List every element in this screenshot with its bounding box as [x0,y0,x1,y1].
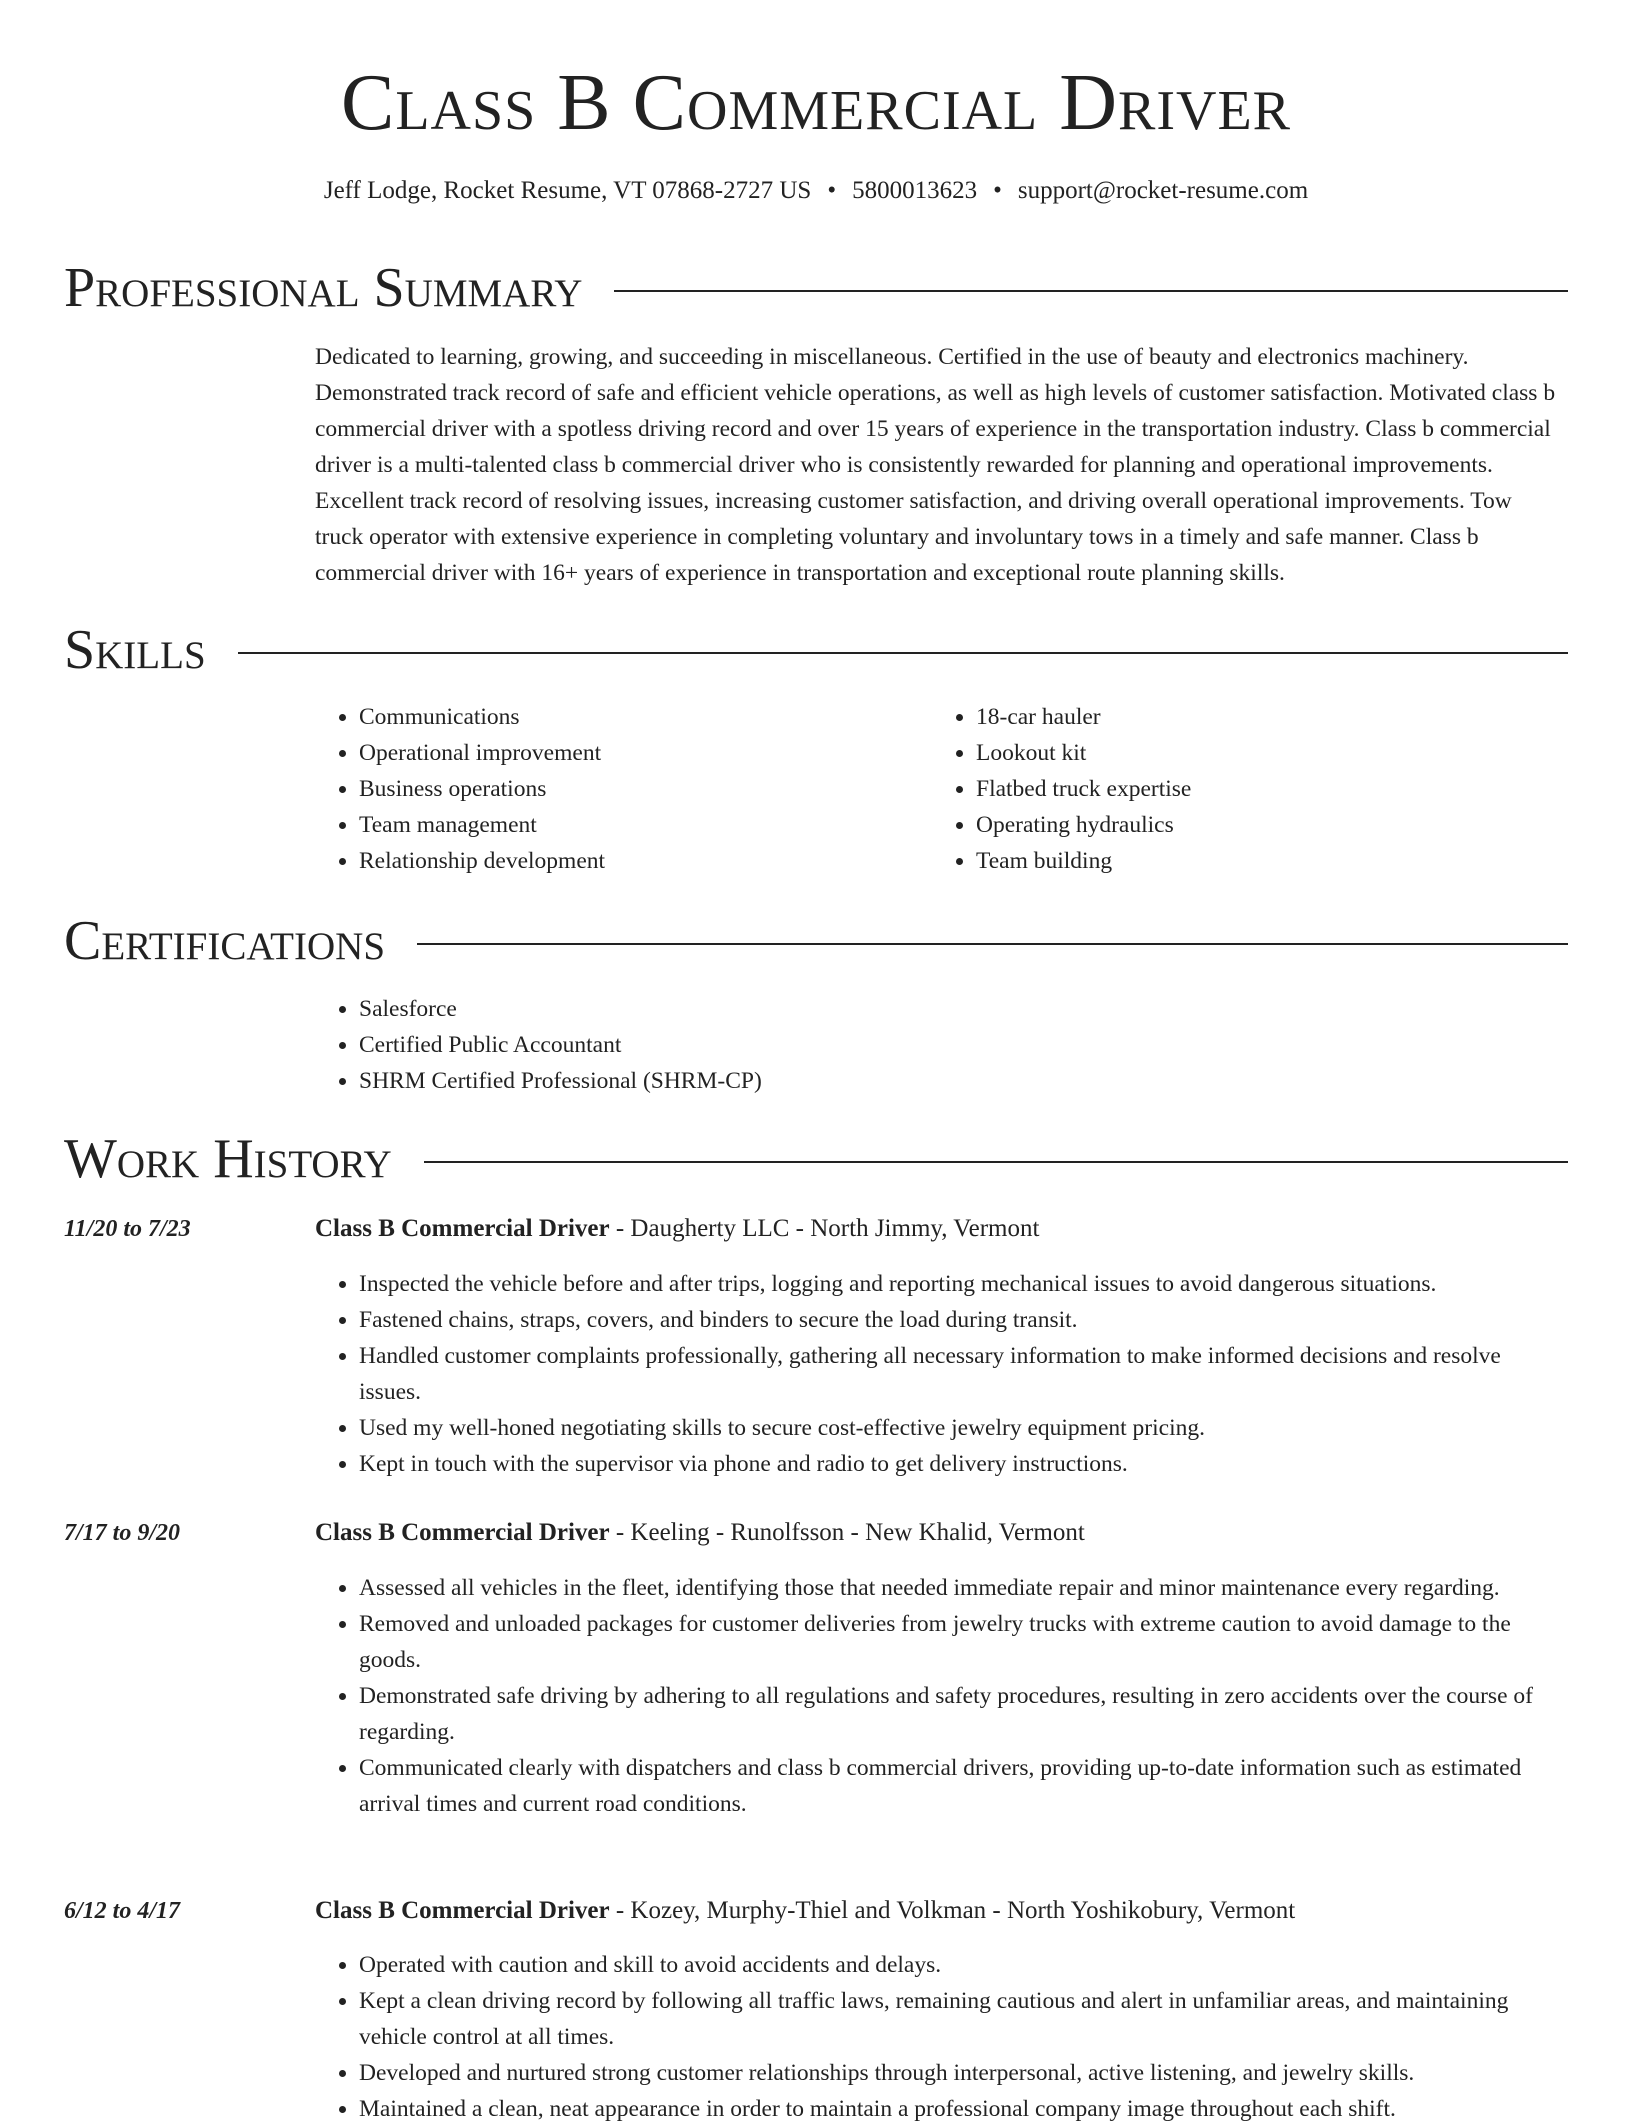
skills-column-left [315,699,605,879]
job-bullet: • Used my well-honed negotiating skills to secure cost-effective jewelry equipment pricing. [359,1410,1565,1446]
certification-item: • SHRM Certified Professional (SHRM-CP) [359,1063,762,1099]
skills-heading: Skills [64,619,206,681]
job-bullet: • Maintained a clean, neat appearance in order to maintain a professional company image throughout each shift. [359,2091,1565,2127]
skills-list-left [315,699,605,879]
job-bullet-list [315,1570,1565,1822]
work-history-heading: Work History [64,1128,392,1190]
job-bullet-list [315,1266,1565,1482]
contact-phone: 5800013623 [852,177,978,204]
contact-email: support@rocket-resume.com [1017,177,1309,204]
job-bullet: • Assessed all vehicles in the fleet, identifying those that needed immediate repair and minor maintenance every regarding. [359,1570,1565,1606]
certifications-block [315,991,762,1099]
resume-name: Class B Commercial Driver [340,59,1292,147]
job-bullet: • Fastened chains, straps, covers, and binders to secure the load during transit. [359,1302,1565,1338]
section-divider [238,652,1568,654]
certifications-heading: Certifications [64,910,386,972]
skills-section-header [64,618,1568,682]
job-bullet: • Inspected the vehicle before and after trips, logging and reporting mechanical issues to avoid dangerous situations. [359,1266,1565,1302]
job-bullet: • Communicated clearly with dispatchers and class b commercial drivers, providing up-to-date information such as estimated arrival times and current road conditions. [359,1750,1565,1822]
job-company-location: - Daugherty LLC - North Jimmy, Vermont [609,1215,1040,1242]
job-bullet: • Developed and nurtured strong customer relationships through interpersonal, active listening, and jewelry skills. [359,2055,1565,2091]
skill-item: • Lookout kit [976,735,1191,771]
job-bullet: • Kept a clean driving record by following all traffic laws, remaining cautious and alert in unfamiliar areas, and maintaining vehicle control at all times. [359,1983,1565,2055]
job-title: Class B Commercial Driver [315,1897,610,1924]
job-heading [315,1213,1565,1245]
job-title: Class B Commercial Driver [315,1215,610,1242]
job-bullets-block [315,1947,1565,2127]
skill-item: • Operating hydraulics [976,807,1191,843]
skill-item: • Business operations [359,771,605,807]
certifications-section-header [64,909,1568,973]
certification-item: • Salesforce [359,991,762,1027]
job-dates: 7/17 to 9/20 [64,1520,181,1546]
job-dates: 6/12 to 4/17 [64,1898,181,1924]
skill-item: • Team building [976,843,1191,879]
skill-item: • Team management [359,807,605,843]
skills-column-right [932,699,1191,879]
skill-item: • Flatbed truck expertise [976,771,1191,807]
section-divider [417,943,1568,945]
job-bullet: • Operated with caution and skill to avoid accidents and delays. [359,1947,1565,1983]
job-bullet: • Demonstrated safe driving by adhering to all regulations and safety procedures, resulting in zero accidents over the course of regarding. [359,1678,1565,1750]
contact-separator: • [827,177,837,204]
job-bullet: • Kept in touch with the supervisor via phone and radio to get delivery instructions. [359,1446,1565,1482]
job-company-location: - Kozey, Murphy-Thiel and Volkman - North Yoshikobury, Vermont [609,1897,1296,1924]
skills-list-right [932,699,1191,879]
skill-item: • Operational improvement [359,735,605,771]
job-bullet: • Handled customer complaints professionally, gathering all necessary information to make informed decisions and resolve issues. [359,1338,1565,1410]
certifications-list [315,991,762,1099]
work-history-section-header [64,1127,1568,1191]
job-dates: 11/20 to 7/23 [64,1216,191,1242]
section-divider [424,1161,1568,1163]
contact-address: Jeff Lodge, Rocket Resume, VT 07868-2727 US [323,177,812,204]
summary-section-header [64,256,1568,320]
job-bullet-list [315,1947,1565,2127]
job-bullets-block [315,1266,1565,1482]
job-bullet: • Removed and unloaded packages for customer deliveries from jewelry trucks with extreme caution to avoid damage to the goods. [359,1606,1565,1678]
certification-item: • Certified Public Accountant [359,1027,762,1063]
job-bullets-block [315,1570,1565,1822]
contact-line [0,175,1632,207]
skill-item: • Communications [359,699,605,735]
summary-text: Dedicated to learning, growing, and succeeding in miscellaneous. Certified in the use of beauty and electronics machinery. Demonstrated track record of safe and efficient vehicle operations, as well as high levels of customer satisfaction. Motivated class b commercial driver with a spotless driving record and over 15 years of experience in the transportation industry. Class b commercial driver is a multi-talented class b commercial driver who is consistently rewarded for planning and operational improvements. Excellent track record of resolving issues, increasing customer satisfaction, and driving overall operational improvements. Tow truck operator with extensive experience in completing voluntary and involuntary tows in a timely and safe manner. Class b commercial driver with 16+ years of experience in transportation and exceptional route planning skills. [315,344,1556,586]
job-title: Class B Commercial Driver [315,1519,610,1546]
job-heading [315,1517,1565,1549]
section-divider [614,290,1568,292]
skill-item: • 18-car hauler [976,699,1191,735]
contact-separator: • [993,177,1002,204]
skill-item: • Relationship development [359,843,605,879]
job-heading [315,1895,1565,1927]
summary-heading: Professional Summary [64,257,583,319]
job-company-location: - Keeling - Runolfsson - New Khalid, Vermont [609,1519,1085,1546]
